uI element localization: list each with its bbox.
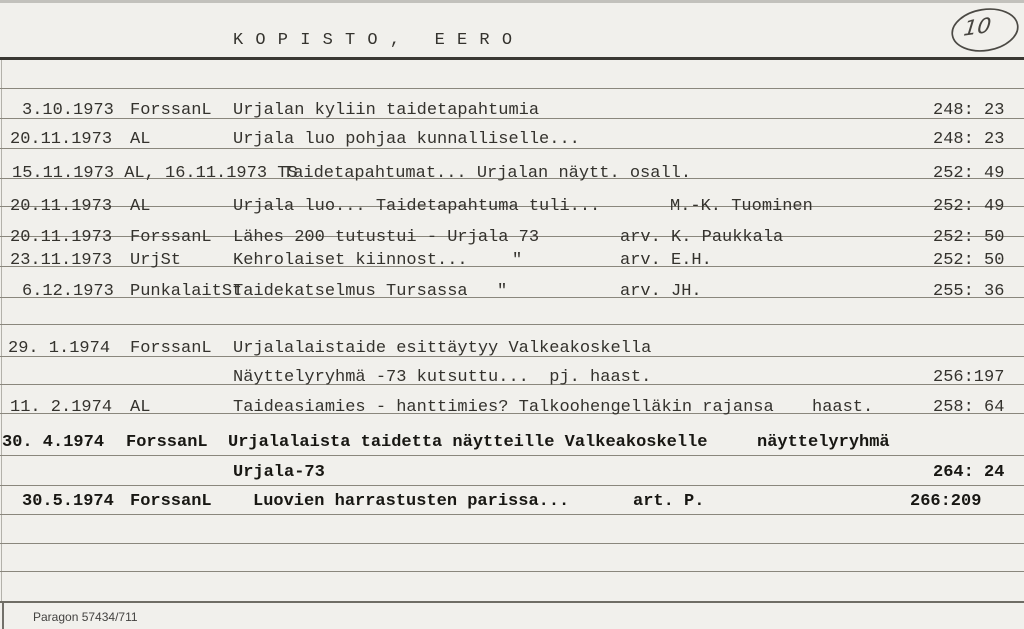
entry-ditto: " [512,251,523,270]
entry-date: 29. 1.1974 [8,339,111,358]
entry-date: 20.11.1973 [10,130,113,149]
entry-ref: 264: 24 [933,463,1005,482]
entry-author: art. P. [633,492,705,511]
entry-ref: 248: 23 [933,130,1005,149]
entry-source: AL [130,130,151,149]
entry-source: UrjSt [130,251,182,270]
ruled-line [0,571,1024,572]
entry-row [0,164,1024,184]
entry-source: ForssanL [126,433,208,452]
entry-ref: 252: 49 [933,164,1005,183]
entry-title: Urjalalaista taidetta näytteille Valkeakoskelle [228,433,708,452]
entry-row [0,282,1024,302]
entry-ref: 256:197 [933,368,1005,387]
entry-author: M.-K. Tuominen [670,197,813,216]
entry-date: 23.11.1973 [10,251,113,270]
entry-date: 6.12.1973 [22,282,114,301]
entry-row [0,339,1024,359]
entry-ditto: " [497,282,508,301]
entry-source: AL [130,398,151,417]
entry-row [0,398,1024,418]
card-brand: Paragon 57434/711 [33,610,138,624]
entry-note: näyttelyryhmä [757,433,890,452]
entry-dates: 15.11.1973 AL, 16.11.1973 TS [12,164,298,183]
entry-date: 20.11.1973 [10,228,113,247]
entry-title: Urjala-73 [233,463,325,482]
entry-row [0,433,1024,453]
ruled-line [0,543,1024,544]
entry-date: 20.11.1973 [10,197,113,216]
ruled-line [0,485,1024,486]
header-rule [0,57,1024,60]
ruled-line [0,88,1024,89]
ruled-line [0,455,1024,456]
entry-author: arv. K. Paukkala [620,228,784,247]
entry-date: 30.5.1974 [22,492,114,511]
entry-source: ForssanL [130,492,212,511]
card-top-edge [0,0,1024,3]
entry-source: ForssanL [130,101,212,120]
entry-row [0,463,1024,483]
entry-title: Näyttelyryhmä -73 kutsuttu... pj. haast. [233,368,652,387]
entry-title: Taidekatselmus Tursassa [233,282,468,301]
entry-row [0,492,1024,512]
entry-row [0,368,1024,388]
entry-ref: 252: 50 [933,228,1005,247]
entry-ref: 266:209 [910,492,982,511]
entry-source: ForssanL [130,228,212,247]
entry-source: ForssanL [130,339,212,358]
entry-ref: 252: 49 [933,197,1005,216]
entry-title: Lähes 200 tutustui - Urjala 73 [233,228,540,247]
ruled-line [0,324,1024,325]
entry-row [0,101,1024,121]
ruled-line [0,514,1024,515]
entry-ref: 252: 50 [933,251,1005,270]
ruled-line [0,601,1024,603]
entry-source: AL [130,197,151,216]
entry-row [0,197,1024,217]
entry-date: 3.10.1973 [22,101,114,120]
entry-ref: 255: 36 [933,282,1005,301]
entry-title: Urjalalaistaide esittäytyy Valkeakoskella [233,339,652,358]
entry-ref: 258: 64 [933,398,1005,417]
entry-date: 30. 4.1974 [2,433,105,452]
entry-note: haast. [812,398,874,417]
entry-title: Urjala luo... Taidetapahtuma tuli... [233,197,601,216]
entry-title: Taideasiamies - hanttimies? Talkoohengelläkin rajansa [233,398,774,417]
entry-title: Urjalan kyliin taidetapahtumia [233,101,540,120]
entry-row [0,228,1024,248]
entry-title: Taidetapahtumat... Urjalan näytt. osall. [283,164,692,183]
entry-source: PunkalaitSt [130,282,243,301]
entry-row [0,130,1024,150]
entry-title: Kehrolaiset kiinnost... [233,251,468,270]
entry-ref: 248: 23 [933,101,1005,120]
entry-author: arv. JH. [620,282,702,301]
entry-title: Luovien harrastusten parissa... [253,492,570,511]
entry-date: 11. 2.1974 [10,398,113,417]
entry-author: arv. E.H. [620,251,712,270]
page-title: K O P I S T O , E E R O [233,31,514,50]
entry-row [0,251,1024,271]
footer-tick [2,603,4,629]
page-number: 10 [962,13,993,41]
entry-title: Urjala luo pohjaa kunnalliselle... [233,130,580,149]
